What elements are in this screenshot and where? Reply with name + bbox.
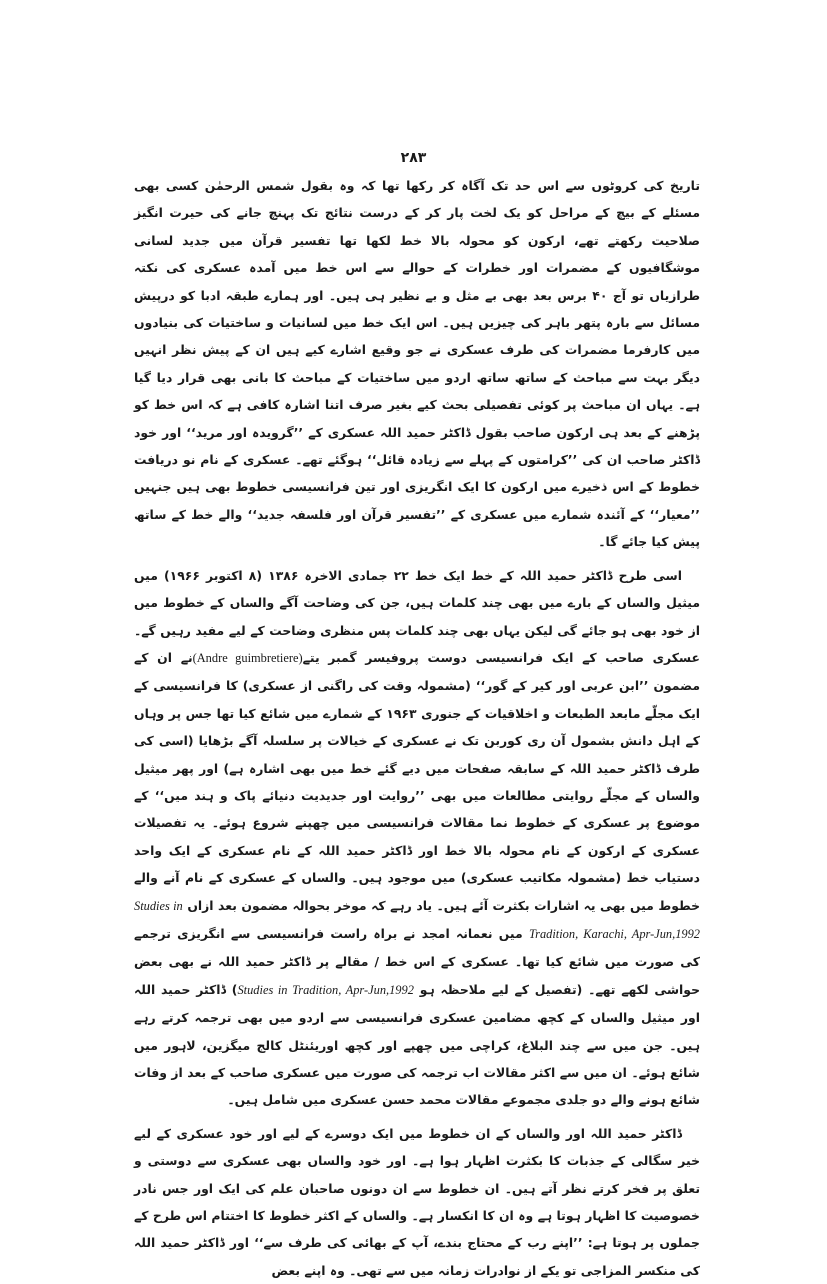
- latin-citation-studies-karachi: Studies in Tradition, Karachi, Apr-Jun,1992: [134, 898, 700, 941]
- paragraph-2: [134, 562, 700, 1114]
- paragraph-3: ڈاکٹر حمید اللہ اور والساں کے ان خطوط میں ایک دوسرے کے لیے اور خود عسکری کے لیے خیر سگالی کے جذبات کا بکثرت اظہار ہوا ہے۔ اور خود والساں بھی عسکری سے دوستی و تعلق پر فخر کرتے نظر آتے ہیں۔ ان خطوط سے ان دونوں صاحبان علم کی ایک اور جس نادر خصوصیت کا اظہار ہوتا ہے وہ ان کا انکسار ہے۔ والساں کے اکثر خطوط کا اختتام اس طرح کے جملوں پر ہوتا ہے: ’’اپنے رب کے محتاج بندے، آپ کے بھائی کی طرف سے‘‘ اور ڈاکٹر حمید اللہ کی منکسر المزاجی تو یکے از نوادرات زمانہ میں سے تھی۔ وہ اپنے بعض: [134, 1125, 700, 1278]
- body-text: [134, 172, 700, 1284]
- latin-name-guimbretiere: (Andre guimbretiere): [192, 650, 303, 665]
- paragraph-2-part-4: ) ڈاکٹر حمید اللہ اور میثیل والساں کے کچھ مضامین عسکری فرانسیسی سے اردو میں بھی ترجمہ کرتے رہے ہیں۔ جن میں سے چند البلاغ، کراچی میں چھپے اور کچھ اوریئنٹل کالج میگزین، لاہور میں شائع ہوئے۔ ان میں سے اکثر مقالات اب ترجمہ کی صورت میں عسکری صاحب کے بعد از وفات شائع ہونے والے دو جلدی مجموعے مقالات محمد حسن عسکری میں شامل ہیں۔: [134, 981, 700, 1108]
- page-number: ۲۸۳: [400, 150, 427, 166]
- latin-citation-studies: Studies in Tradition, Apr-Jun,1992: [237, 982, 414, 997]
- paragraph-2-part-1: اسی طرح ڈاکٹر حمید اللہ کے خط ایک خط ۲۲ جمادی الاخرہ ۱۳۸۶ (۸ اکتوبر ۱۹۶۶) میں میثیل والساں کے بارے میں بھی چند کلمات ہیں، جن کی وضاحت آگے والساں کے خطوط میں از خود بھی ہو جائے گی لیکن یہاں بھی چند کلمات پس منظری وضاحت کے لیے مفید رہیں گے۔ عسکری صاحب کے ایک فرانسیسی دوست پروفیسر گمبر یتے: [134, 567, 700, 665]
- paragraph-2-part-3: میں نعمانہ امجد نے براہ راست فرانسیسی سے انگریزی ترجمے کی صورت میں شائع کیا تھا۔ عسکری کے اس خط / مقالے پر ڈاکٹر حمید اللہ نے بھی بعض حواشی لکھے تھے۔ (تفصیل کے لیے ملاحظہ ہو: [134, 925, 700, 997]
- paragraph-2-part-2: نے ان کے مضمون ’’ابن عربی اور کیر کے گور‘‘ (مشمولہ وقت کی راگنی از عسکری) کا فرانسیسی کے ایک مجلّے مابعد الطبعات و اخلاقیات کے جنوری ۱۹۶۳ کے شمارے میں شائع کیا تھا جس پر وہاں کے اہل دانش بشمول آن ری کوربن تک نے عسکری کے خیالات پر سلسلہ آگے بڑھایا (اسی کی طرف ڈاکٹر حمید اللہ کے سابقہ صفحات میں دیے گئے خط میں بھی اشارہ ہے) اور پھر میثیل والساں کے مجلّے روایتی مطالعات میں بھی ’’روایت اور جدیدیت دنیائے پاک و ہند میں‘‘ کے موضوع پر عسکری کے خطوط نما مقالات فرانسیسی میں چھپنے شروع ہوئے۔ یہ تفصیلات عسکری کے ارکون کے نام محولہ بالا خط اور ڈاکٹر حمید اللہ کے نام عسکری کے ایک واحد دستیاب خط (مشمولہ مکاتیب عسکری) میں موجود ہیں۔ والساں کے عسکری کے نام آنے والے خطوط میں بھی یہ اشارات بکثرت آئے ہیں۔ یاد رہے کہ موخر بحوالہ مضمون بعد ازاں: [134, 649, 700, 913]
- paragraph-1: تاریخ کی کروٹوں سے اس حد تک آگاہ کر رکھا تھا کہ وہ بقول شمس الرحمٰن کسی بھی مسئلے کے بیچ کے مراحل کو یک لخت پار کر کے درست نتائج تک پہنچ جانے کی حیرت انگیز صلاحیت رکھتے تھے، ارکون کو محولہ بالا خط لکھا تھا تفسیر قرآن میں جدید لسانی موشگافیوں کے مضمرات اور خطرات کے حوالے سے اس خط میں آمدہ عسکری کی نکتہ طرازیاں تو آج ۴۰ برس بعد بھی بے مثل و بے نظیر ہی ہیں۔ اور ہمارے طبقہ ادبا کو درپیش مسائل سے بارہ پتھر باہر کی چیزیں ہیں۔ اس ایک خط میں لسانیات و ساختیات کی بنیادوں میں کارفرما مضمرات کی طرف عسکری نے جو وقیع اشارے کیے ہیں ان کے پیش نظر انہیں دیگر بہت سے مباحث کے ساتھ ساتھ اردو میں ساختیات کے مباحث کا بانی بھی قرار دیا گیا ہے۔ یہاں ان مباحث پر کوئی تفصیلی بحث کیے بغیر صرف اتنا اشارہ کافی ہے کہ اس خط کو پڑھنے کے بعد ہی ارکون صاحب بقول ڈاکٹر حمید اللہ عسکری کے ’’گرویدہ اور مرید‘‘ اور خود ڈاکٹر صاحب ان کی ’’کرامتوں کے پہلے سے زیادہ قائل‘‘ ہوگئے تھے۔ عسکری کے نام نو دریافت خطوط کے اس ذخیرے میں ارکون کا ایک انگریزی اور تین فرانسیسی خطوط بھی ہیں جنہیں ’’معیار‘‘ کے آئندہ شمارے میں عسکری کے ’’تفسیر قرآن اور فلسفہ جدید‘‘ والے خط کے ساتھ پیش کیا جائے گا۔: [134, 178, 700, 550]
